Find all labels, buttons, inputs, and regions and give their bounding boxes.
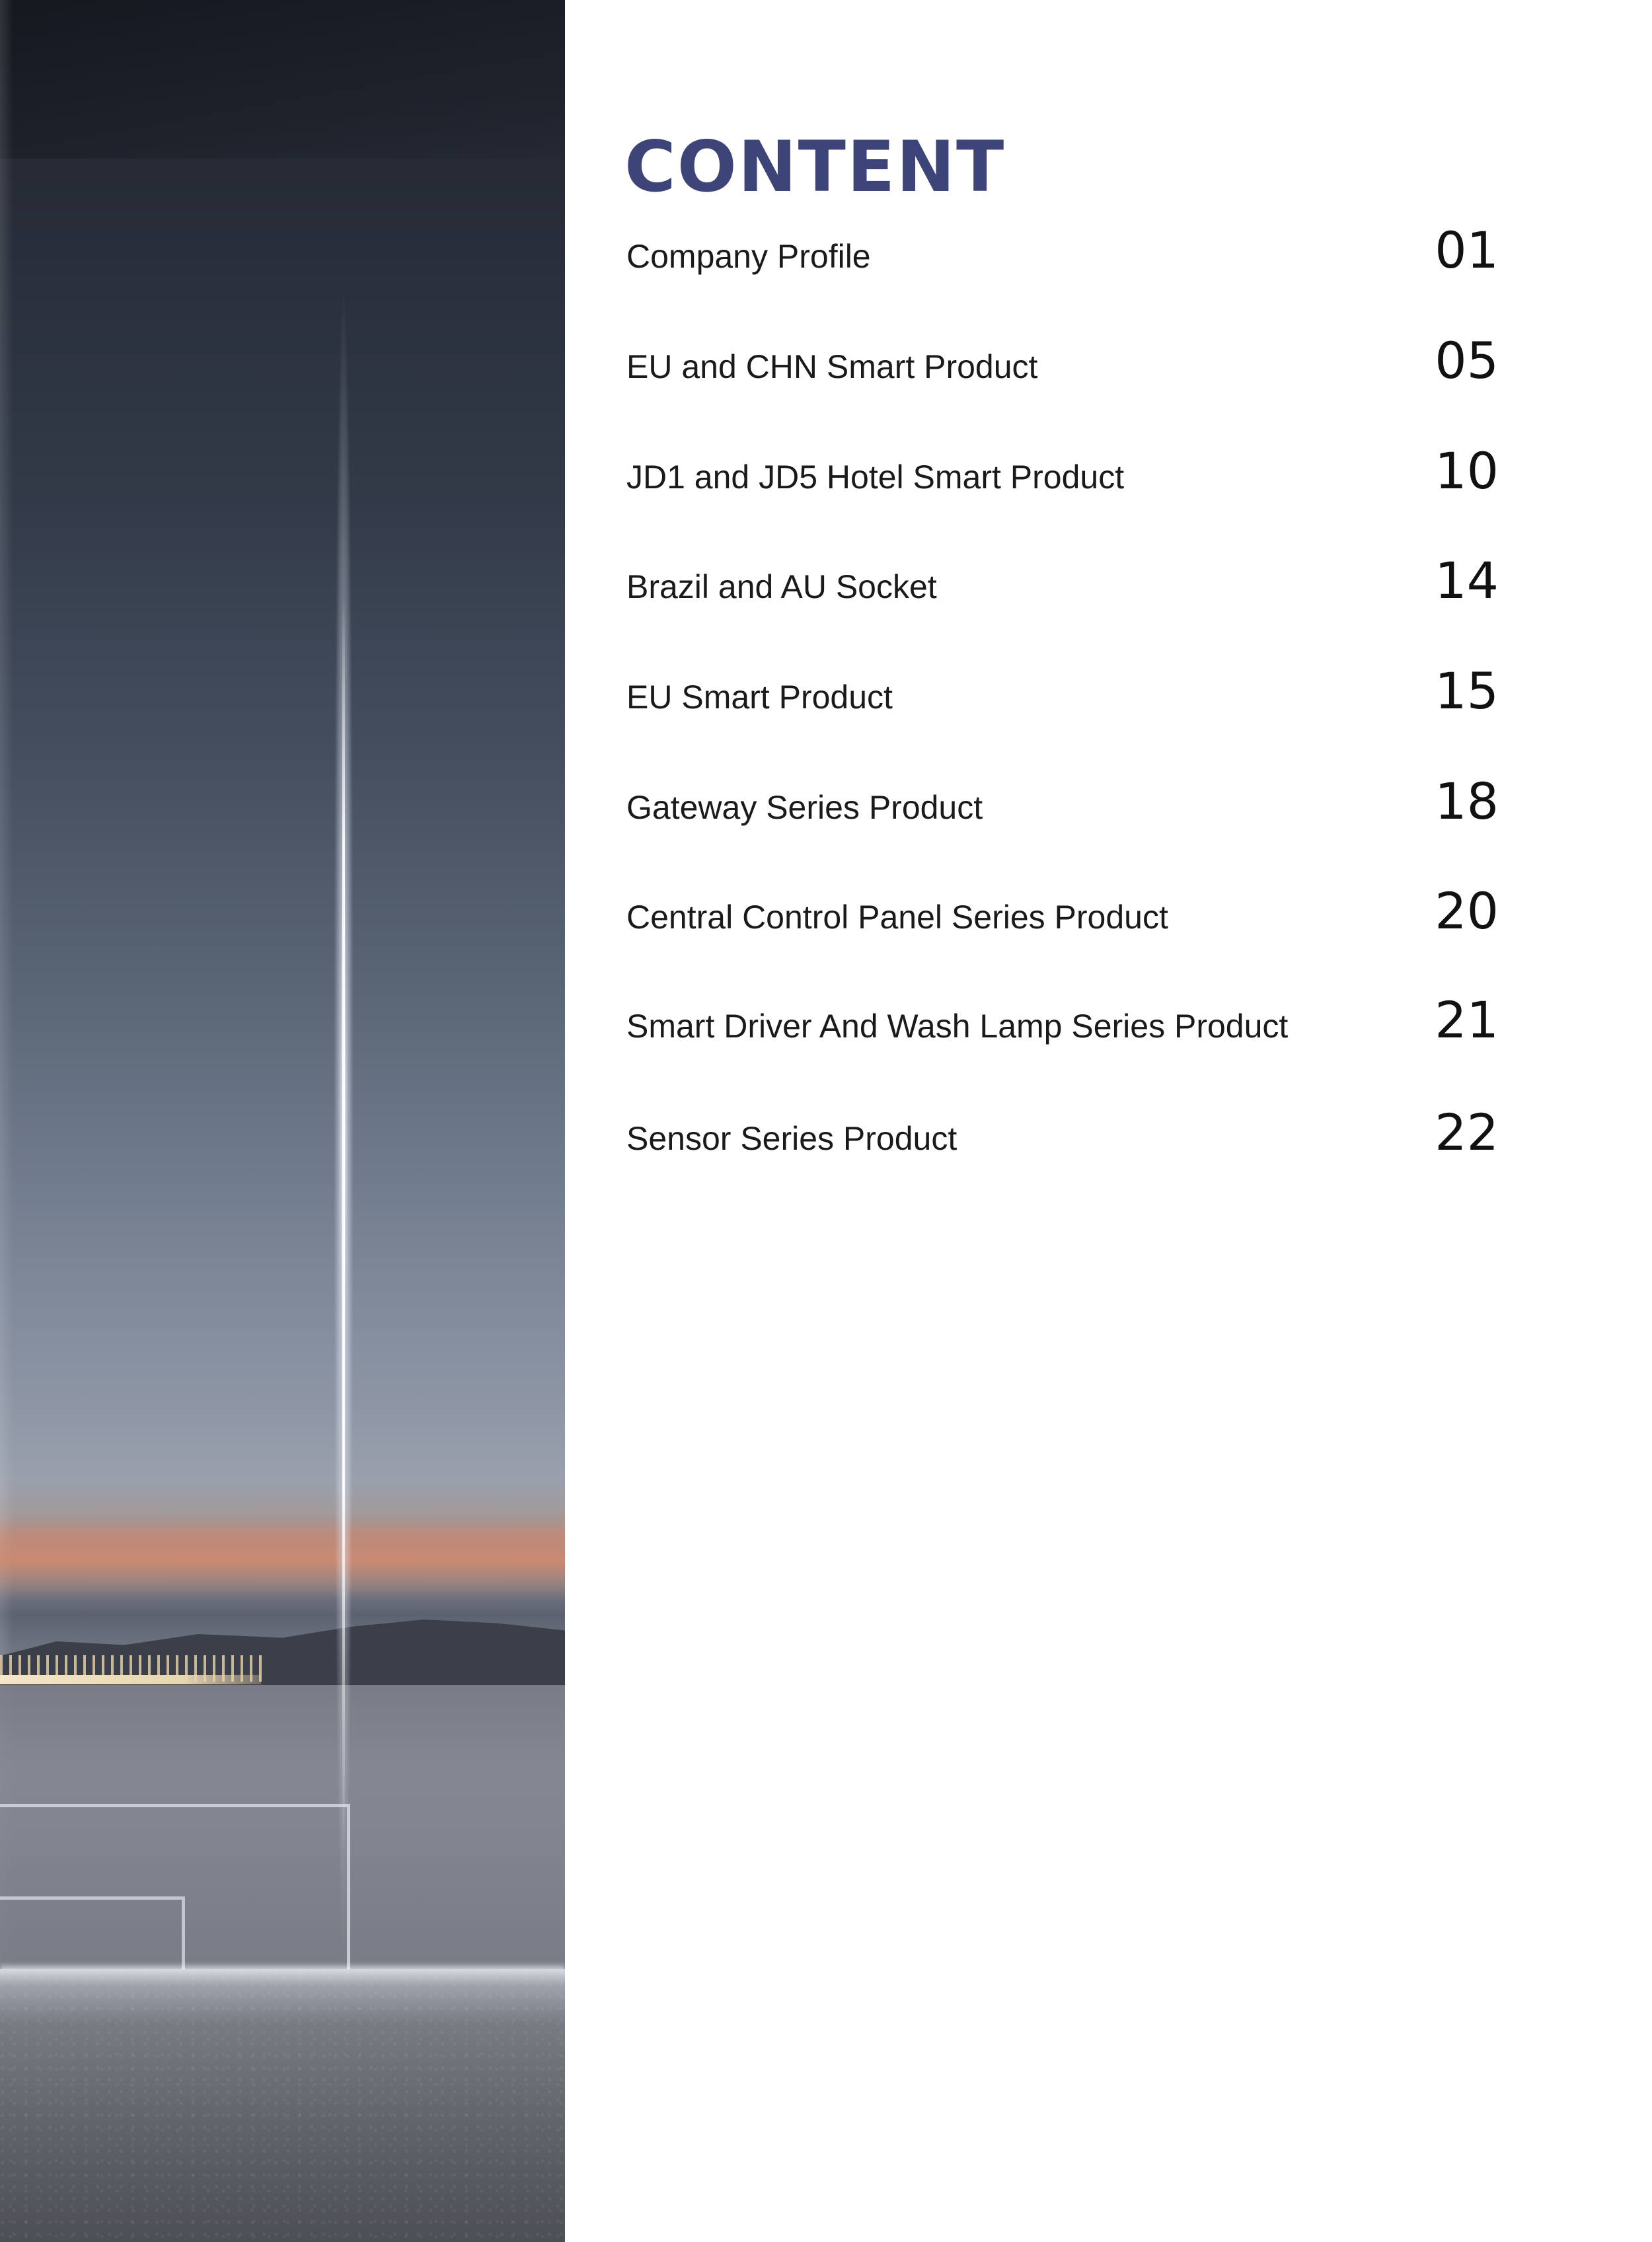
toc-item[interactable] xyxy=(626,1097,1499,1170)
toc-item[interactable] xyxy=(626,876,1499,948)
toc-item-label: Smart Driver And Wash Lamp Series Product xyxy=(626,1008,1289,1045)
toc-item[interactable] xyxy=(626,435,1499,508)
toc-item[interactable] xyxy=(626,325,1499,398)
toc-item-page: 05 xyxy=(1435,331,1499,390)
toc-item-label: Brazil and AU Socket xyxy=(626,568,937,605)
toc-item-page: 01 xyxy=(1435,221,1499,280)
toc-item-label: Gateway Series Product xyxy=(626,789,983,826)
toc-item-page: 22 xyxy=(1435,1103,1499,1162)
toc-item-label: Company Profile xyxy=(626,238,871,275)
toc-item-label: Sensor Series Product xyxy=(626,1120,957,1157)
toc-item-page: 20 xyxy=(1435,881,1499,940)
toc-item-label: Central Control Panel Series Product xyxy=(626,899,1168,936)
toc-item[interactable] xyxy=(626,655,1499,728)
toc-item-page: 21 xyxy=(1435,990,1499,1049)
toc-item[interactable] xyxy=(626,985,1499,1057)
toc-item[interactable] xyxy=(626,215,1499,287)
toc-item-label: EU Smart Product xyxy=(626,679,893,716)
toc-item[interactable] xyxy=(626,545,1499,618)
toc-item-page: 15 xyxy=(1435,661,1499,720)
toc-item-label: EU and CHN Smart Product xyxy=(626,348,1038,385)
toc-item-label: JD1 and JD5 Hotel Smart Product xyxy=(626,459,1125,496)
toc-item-page: 10 xyxy=(1435,441,1499,500)
toc-title: CONTENT xyxy=(624,126,1006,207)
toc-item-page: 14 xyxy=(1435,551,1499,610)
toc-item[interactable] xyxy=(626,766,1499,839)
toc-item-page: 18 xyxy=(1435,772,1499,831)
